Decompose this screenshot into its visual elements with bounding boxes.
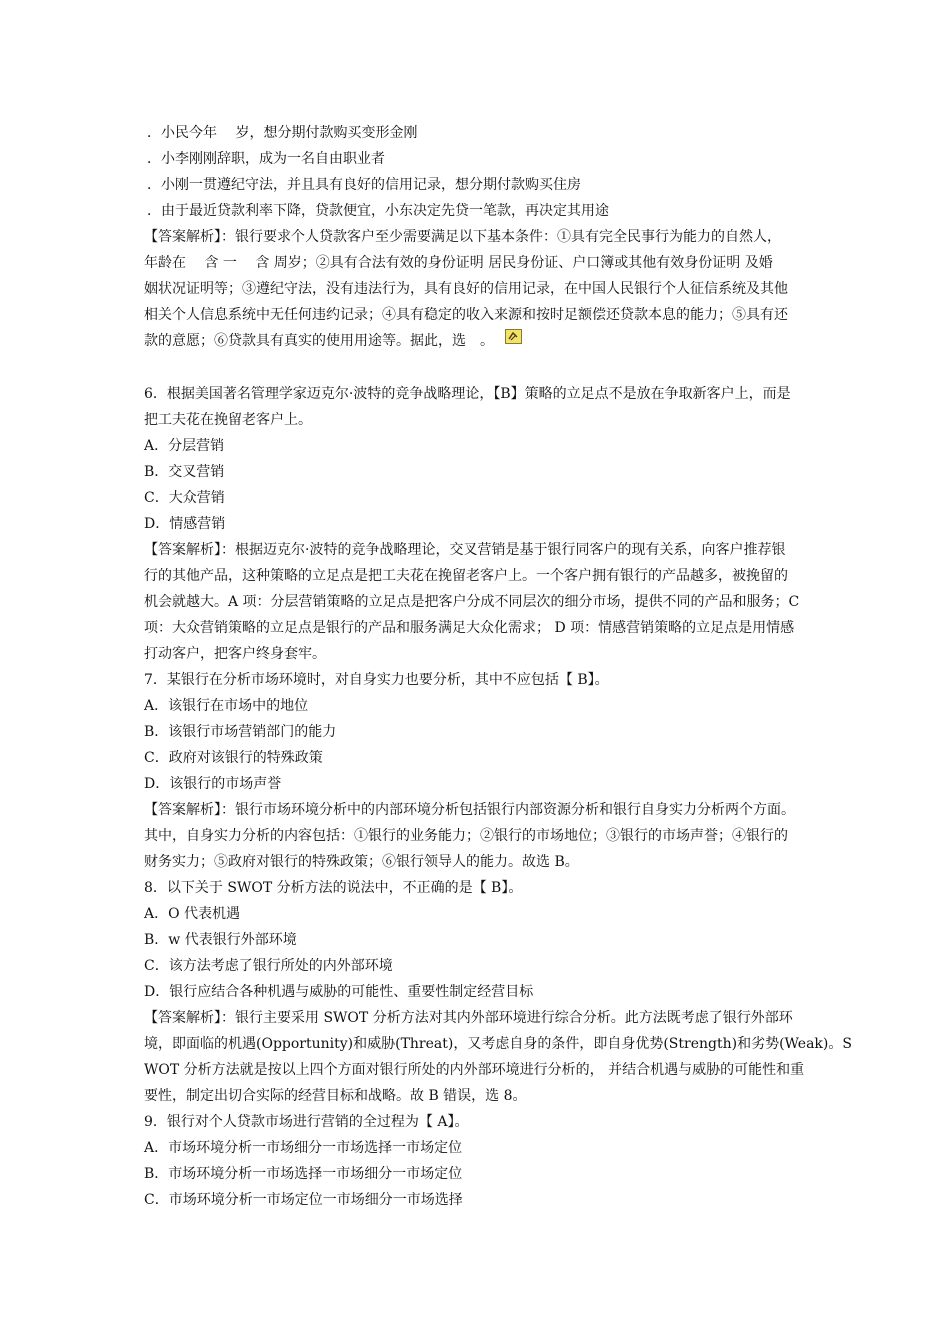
answer-analysis-line: WOT 分析方法就是按以上四个方面对银行所处的内外部环境进行分析的， 并结合机遇与威胁的可能性和重 bbox=[144, 1062, 805, 1078]
option-line: C．政府对该银行的特殊政策 bbox=[144, 750, 323, 766]
question-line: 8．以下关于 SWOT 分析方法的说法中，不正确的是【 B】。 bbox=[144, 880, 523, 896]
option-line: A．市场环境分析一市场细分一市场选择一市场定位 bbox=[144, 1140, 463, 1156]
answer-analysis-line: 款的意愿；⑥贷款具有真实的使用用途等。据此，选 。 bbox=[144, 333, 494, 349]
embedded-object-icon[interactable] bbox=[505, 329, 522, 344]
option-line: ．小民今年 岁，想分期付款购买变形金刚 bbox=[147, 125, 418, 141]
question-line: 9．银行对个人贷款市场进行营销的全过程为【 A】。 bbox=[144, 1114, 469, 1130]
option-line: B．市场环境分析一市场选择一市场细分一市场定位 bbox=[144, 1166, 463, 1182]
option-line: ．小刚一贯遵纪守法，并且具有良好的信用记录，想分期付款购买住房 bbox=[147, 177, 581, 193]
answer-analysis-line: 财务实力；⑤政府对银行的特殊政策；⑥银行领导人的能力。故选 B。 bbox=[144, 854, 579, 870]
answer-analysis-line: 姻状况证明等；③遵纪守法，没有违法行为，具有良好的信用记录，在中国人民银行个人征信系统及其他 bbox=[144, 281, 788, 297]
option-line: D．该银行的市场声誉 bbox=[144, 776, 282, 792]
option-line: D．情感营销 bbox=[144, 516, 226, 532]
answer-analysis-line: 相关个人信息系统中无任何违约记录；④具有稳定的收入来源和按时足额偿还贷款本息的能力；⑤具有还 bbox=[144, 307, 788, 323]
answer-analysis-line: 年龄在 含 一 含 周岁；②具有合法有效的身份证明 居民身份证、户口簿或其他有效身份证明 及婚 bbox=[144, 255, 773, 271]
option-line: D．银行应结合各种机遇与威胁的可能性、重要性制定经营目标 bbox=[144, 984, 534, 1000]
answer-analysis-line: 【答案解析】：银行要求个人贷款客户至少需要满足以下基本条件：①具有完全民事行为能力的自然人， bbox=[144, 229, 781, 245]
option-line: B．该银行市场营销部门的能力 bbox=[144, 724, 337, 740]
answer-analysis-line: 要性，制定出切合实际的经营目标和战略。故 B 错误，选 8。 bbox=[144, 1088, 527, 1104]
answer-analysis-line: 其中，自身实力分析的内容包括：①银行的业务能力；②银行的市场地位；③银行的市场声誉；④银行的 bbox=[144, 828, 788, 844]
question-line: 7．某银行在分析市场环境时，对自身实力也要分析，其中不应包括【 B】。 bbox=[144, 672, 609, 688]
option-line: B．w 代表银行外部环境 bbox=[144, 932, 297, 948]
question-line: 把工夫花在挽留老客户上。 bbox=[144, 412, 312, 428]
option-line: A．该银行在市场中的地位 bbox=[144, 698, 309, 714]
answer-analysis-line: 机会就越大。A 项：分层营销策略的立足点是把客户分成不同层次的细分市场，提供不同的产品和服务；C bbox=[144, 594, 800, 610]
answer-analysis-line: 【答案解析】：银行主要采用 SWOT 分析方法对其内外部环境进行综合分析。此方法既考虑了银行外部环 bbox=[144, 1010, 793, 1026]
question-line: 6．根据美国著名管理学家迈克尔·波特的竞争战略理论，【B】策略的立足点不是放在争取新客户上，而是 bbox=[144, 386, 791, 402]
option-line: C．市场环境分析一市场定位一市场细分一市场选择 bbox=[144, 1192, 463, 1208]
option-line: ．小李刚刚辞职，成为一名自由职业者 bbox=[147, 151, 385, 167]
option-line: A．O 代表机遇 bbox=[144, 906, 241, 922]
answer-analysis-line: 打动客户，把客户终身套牢。 bbox=[144, 646, 326, 662]
option-line: C．大众营销 bbox=[144, 490, 225, 506]
answer-analysis-line: 【答案解析】：银行市场环境分析中的内部环境分析包括银行内部资源分析和银行自身实力分析两个方面。 bbox=[144, 802, 795, 818]
answer-analysis-line: 【答案解析】：根据迈克尔·波特的竞争战略理论，交叉营销是基于银行同客户的现有关系，向客户推荐银 bbox=[144, 542, 786, 558]
option-line: C．该方法考虑了银行所处的内外部环境 bbox=[144, 958, 393, 974]
answer-analysis-line: 境，即面临的机遇(Opportunity)和威胁(Threat)，又考虑自身的条件，即自身优势(Strength)和劣势(Weak)。S bbox=[144, 1036, 852, 1052]
answer-analysis-line: 行的其他产品，这种策略的立足点是把工夫花在挽留老客户上。一个客户拥有银行的产品越多，被挽留的 bbox=[144, 568, 788, 584]
option-line: ．由于最近贷款利率下降，贷款便宜，小东决定先贷一笔款，再决定其用途 bbox=[147, 203, 609, 219]
option-line: B．交叉营销 bbox=[144, 464, 225, 480]
option-line: A．分层营销 bbox=[144, 438, 225, 454]
answer-analysis-line: 项：大众营销策略的立足点是银行的产品和服务满足大众化需求； D 项：情感营销策略的立足点是用情感 bbox=[144, 620, 795, 636]
